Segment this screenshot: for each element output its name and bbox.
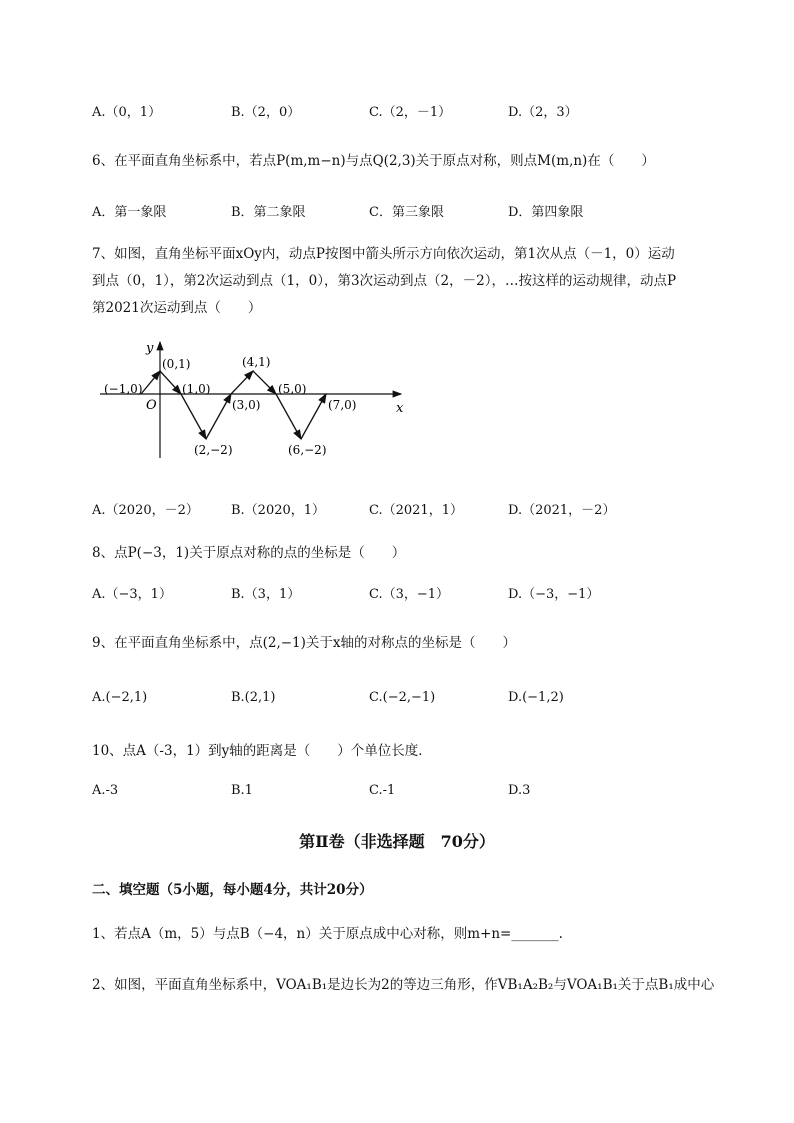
path-segment-4 (206, 394, 231, 439)
path-segment-6 (253, 371, 276, 394)
point-label-3-0: (3,0) (232, 398, 261, 412)
q10-option-a: A.-3 (92, 783, 119, 798)
q10-option-d: D.3 (508, 783, 531, 798)
q8-option-c: C.（3，−1） (369, 587, 450, 602)
q6-option-b: B．第二象限 (231, 205, 306, 220)
fill-q2-stem: 2、如图，平面直角坐标系中，VOA₁B₁是边长为2的等边三角形，作VB₁A₂B₂与VOA₁B₁关于点B₁成中心 (92, 977, 715, 993)
q8-stem: 8、点P(−3，1)关于原点对称的点的坐标是（ ） (92, 545, 406, 561)
point-label-1-0: (1,0) (182, 382, 211, 396)
path-segment-2 (160, 371, 181, 394)
q8-option-d: D.（−3，−1） (508, 587, 600, 602)
point-label-2-minus2: (2,−2) (194, 443, 233, 457)
q7-option-d: D.（2021，－2） (508, 503, 616, 518)
x-axis-label: x (396, 401, 404, 416)
q5-option-b: B.（2，0） (231, 105, 301, 120)
point-label-0-1: (0,1) (162, 357, 191, 371)
q9-stem: 9、在平面直角坐标系中，点(2,−1)关于x轴的对称点的坐标是（ ） (92, 635, 517, 651)
q7-option-a: A.（2020，－2） (92, 503, 199, 518)
q5-option-c: C.（2，－1） (369, 105, 452, 120)
path-segment-3 (181, 394, 206, 439)
q9-option-c: C.(−2,−1) (369, 690, 436, 705)
q7-figure (96, 336, 416, 462)
q7-stem-line-2: 到点（0，1），第2次运动到点（1，0），第3次运动到点（2，－2），…按这样的运动规律，动点P (92, 273, 677, 289)
point-label-5-0: (5,0) (278, 382, 307, 396)
path-segment-5 (231, 371, 253, 394)
q8-option-a: A.（−3，1） (92, 587, 172, 602)
q7-option-b: B.（2020，1） (231, 503, 326, 518)
q10-option-c: C.-1 (369, 783, 396, 798)
q8-option-b: B.（3，1） (231, 587, 301, 602)
path-segment-1 (141, 371, 160, 394)
q6-option-d: D．第四象限 (508, 205, 584, 220)
fill-q1-stem: 1、若点A（m，5）与点B（−4，n）关于原点成中心对称，则m+n=_______. (92, 926, 563, 942)
point-label-minus1-0: (−1,0) (104, 382, 143, 396)
path-segment-7 (276, 394, 301, 439)
q9-option-a: A.(−2,1) (92, 690, 148, 705)
q10-option-b: B.1 (231, 783, 253, 798)
point-label-4-1: (4,1) (242, 355, 271, 369)
point-label-7-0: (7,0) (328, 398, 357, 412)
q6-stem: 6、在平面直角坐标系中，若点P(m,m−n)与点Q(2,3)关于原点对称，则点M(m,n)在（ ） (92, 153, 655, 169)
q5-option-d: D.（2，3） (508, 105, 578, 120)
section-2-title: 第Ⅱ卷（非选择题 70分） (299, 832, 495, 851)
path-segment-8 (301, 394, 326, 439)
section-2-subtitle: 二、填空题（5小题，每小题4分，共计20分） (92, 882, 373, 898)
q5-option-a: A.（0，1） (92, 105, 162, 120)
q9-option-b: B.(2,1) (231, 690, 276, 705)
y-axis-label: y (146, 341, 154, 356)
q9-option-d: D.(−1,2) (508, 690, 564, 705)
origin-label: O (146, 398, 157, 413)
q6-option-c: C．第三象限 (369, 205, 444, 220)
q6-option-a: A．第一象限 (92, 205, 167, 220)
q7-stem-line-3: 第2021次运动到点（ ） (92, 300, 262, 316)
q7-option-c: C.（2021，1） (369, 503, 463, 518)
q7-stem-line-1: 7、如图，直角坐标平面xOy内，动点P按图中箭头所示方向依次运动，第1次从点（－1，0）运动 (92, 246, 675, 262)
q10-stem: 10、点A（-3，1）到y轴的距离是（ ）个单位长度． (92, 743, 432, 759)
point-label-6-minus2: (6,−2) (288, 443, 327, 457)
